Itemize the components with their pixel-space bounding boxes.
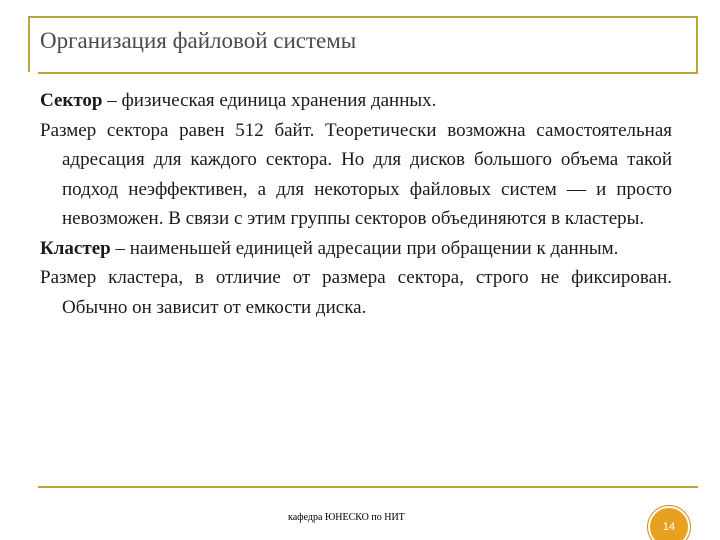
paragraph-text: Размер сектора равен 512 байт. Теоретически возможна самостоятельная адресация для каждого сектора. Но для дисков большого объема такой подход неэффективен, а для некоторых файловых систем — и просто невозможен. В связи с этим группы секторов объединяются в кластеры. bbox=[40, 119, 672, 229]
title-frame-right-line bbox=[696, 16, 698, 72]
paragraph-text: – наименьшей единицей адресации при обращении к данным. bbox=[110, 237, 619, 259]
paragraph-text: Размер кластера, в отличие от размера сектора, строго не фиксирован. Обычно он зависит от емкости диска. bbox=[40, 267, 672, 318]
paragraph-sector-size bbox=[40, 116, 672, 234]
page-number-badge: 14 bbox=[648, 506, 690, 540]
title-frame-top-line bbox=[28, 16, 698, 18]
slide-body bbox=[40, 86, 672, 322]
footer-department: кафедра ЮНЕСКО по НИТ bbox=[288, 512, 405, 523]
title-frame-left-line bbox=[28, 16, 30, 72]
paragraph-sector-definition bbox=[40, 86, 672, 116]
paragraph-cluster-definition bbox=[40, 234, 672, 264]
term-cluster: Кластер bbox=[40, 237, 111, 259]
paragraph-cluster-size bbox=[40, 263, 672, 322]
footer-divider bbox=[38, 486, 698, 488]
title-divider bbox=[38, 72, 698, 74]
slide-title: Организация файловой системы bbox=[40, 28, 357, 53]
paragraph-text: – физическая единица хранения данных. bbox=[102, 90, 437, 111]
term-sector: Сектор bbox=[40, 90, 103, 111]
